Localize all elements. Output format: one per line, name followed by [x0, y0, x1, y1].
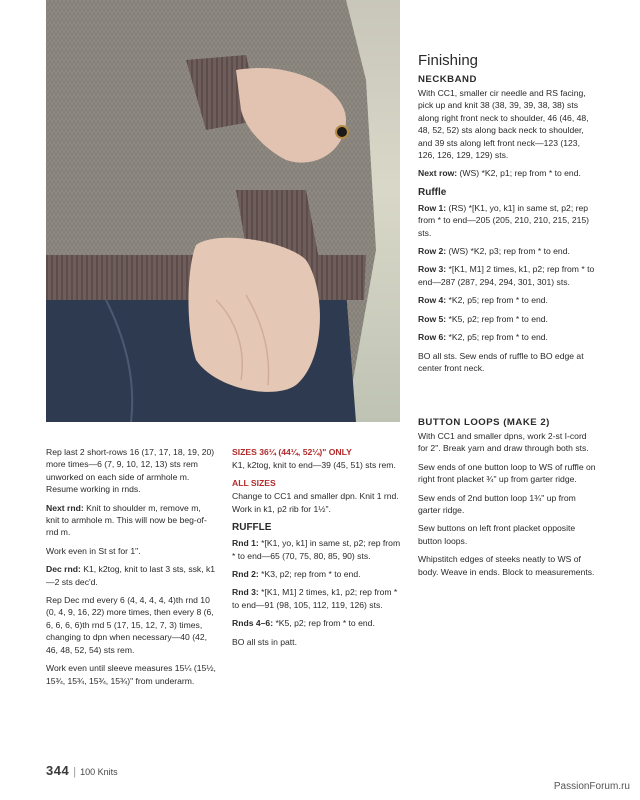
neckband-heading: NECKBAND: [418, 74, 477, 85]
ruffle-rnd: [232, 537, 402, 562]
dec-rnd-text: K1, k2tog, knit to last 3 sts, ssk, k1—2 sts dec'd.: [46, 564, 216, 587]
button-loops-para: With CC1 and smaller dpns, work 2-st I-cord for 2". Break yarn and draw through both sts.: [418, 431, 589, 454]
rnd-text: *K5, p2; rep from * to end.: [273, 618, 375, 629]
all-sizes-text: Change to CC1 and smaller dpn. Knit 1 rnd. Work in k1, p2 rib for 1½".: [232, 491, 399, 514]
rnd-text: *K3, p2; rep from * to end.: [258, 569, 361, 580]
ruffle-rnd: [232, 617, 402, 629]
row-label: Row 2:: [418, 246, 447, 257]
ruffle-row: [418, 331, 596, 343]
dec-rnd-para: [46, 563, 216, 588]
row-text: *K2, p5; rep from * to end.: [446, 332, 548, 343]
row-text: *K5, p2; rep from * to end.: [446, 313, 548, 324]
next-rnd-label: Next rnd:: [46, 502, 84, 513]
footer-separator: |: [73, 766, 77, 778]
dec-rnd-label: Dec rnd:: [46, 564, 81, 575]
next-row-text: (WS) *K2, p1; rep from * to end.: [457, 168, 581, 179]
book-title: 100 Knits: [80, 767, 118, 777]
cuff-instructions: [232, 446, 402, 654]
row-label: Row 1:: [418, 202, 447, 213]
next-rnd-para: [46, 502, 216, 539]
ruffle-heading: Ruffle: [418, 186, 447, 198]
next-row-label: Next row:: [418, 168, 458, 179]
button-loops-para: Sew ends of one button loop to WS of ruffle on right front placket ¾" up from garter ridge.: [418, 461, 596, 485]
row-label: Row 6:: [418, 332, 447, 343]
rnd-label: Rnd 3:: [232, 587, 259, 598]
ruffle-rnd: [232, 586, 402, 611]
sizes-heading: SIZES 36¼ (44¼, 52¼)" ONLY: [232, 447, 352, 457]
ruffle-row: [418, 202, 596, 239]
ruffle-row: [418, 294, 596, 306]
ruffle-rnd: [232, 568, 402, 580]
rnd-text: *[K1, yo, k1] in same st, p2; rep from * to end—65 (70, 75, 80, 85, 90) sts.: [232, 538, 401, 561]
work-even-para: Work even in St st for 1".: [46, 545, 141, 556]
page-number: 344: [46, 763, 70, 778]
button-loops-section: [418, 416, 598, 584]
sizes-text: K1, k2tog, knit to end—39 (45, 51) sts rem.: [232, 460, 396, 470]
rnd-label: Rnd 1:: [232, 538, 259, 549]
row-label: Row 4:: [418, 295, 447, 306]
rep-dec-para: Rep Dec rnd every 6 (4, 4, 4, 4, 4)th rnd 10 (0, 4, 9, 16, 22) more times, then every 8 (6, 6, 6, 6, 6)th rnd 5 (17, 15, 12, 7, 3) times, changing to dpn when necessary—40 (42, 46, 48, 52, 54) sts rem.: [46, 595, 214, 655]
row-text: *[K1, M1] 2 times, k1, p2; rep from * to end—287 (287, 294, 294, 301, 301) sts.: [418, 264, 595, 287]
neckband-next-row: [418, 167, 596, 179]
row-text: (WS) *K2, p3; rep from * to end.: [446, 246, 570, 257]
sleeve-length-para: Work even until sleeve measures 15¼ (15½, 15¾, 15¾, 15¾, 15¾)" from underarm.: [46, 663, 216, 686]
sleeve-instructions: [46, 446, 216, 693]
sweater-illustration: [46, 0, 400, 422]
ruffle-row: [418, 245, 596, 257]
button-loops-para: Sew buttons on left front placket opposite button loops.: [418, 523, 576, 546]
ruffle-row: [418, 263, 596, 288]
short-rows-para: Rep last 2 short-rows 16 (17, 17, 18, 19, 20) more times—6 (7, 9, 10, 12, 13) sts rem unworked on each side of armhole m. Resume working in rnds.: [46, 447, 215, 495]
button-loops-para: Whipstitch edges of steeks neatly to WS of body. Weave in ends. Block to measurements.: [418, 554, 595, 577]
next-rnd-text: Knit to shoulder m, remove m, knit to armhole m. This will now be beg-of-rnd m.: [46, 502, 207, 538]
sweater-photo: [46, 0, 400, 422]
page-footer: [46, 763, 118, 778]
all-sizes-heading: ALL SIZES: [232, 478, 276, 489]
rnd-label: Rnds 4–6:: [232, 618, 274, 629]
button-loops-para: Sew ends of 2nd button loop 1¾" up from garter ridge.: [418, 492, 576, 516]
row-text: *K2, p5; rep from * to end.: [446, 295, 548, 306]
neckband-instructions: With CC1, smaller cir needle and RS facing, pick up and knit 38 (38, 39, 39, 38, 38) sts along right front neck to shoulder, 46 (46, 48, 48, 52, 52) sts along back neck to shoulder, and 39 sts along left front neck—123 (123, 126, 126, 129, 129) sts.: [418, 88, 589, 161]
ruffle-bind-off: BO all sts. Sew ends of ruffle to BO edge at center front neck.: [418, 350, 584, 373]
finishing-section: [418, 52, 596, 380]
cuff-ruffle-heading: RUFFLE: [232, 522, 272, 534]
watermark: PassionForum.ru: [553, 781, 630, 792]
row-label: Row 5:: [418, 313, 447, 324]
row-label: Row 3:: [418, 264, 447, 275]
rnd-text: *[K1, M1] 2 times, k1, p2; rep from * to end—91 (98, 105, 112, 119, 126) sts.: [232, 587, 398, 610]
ruffle-row: [418, 313, 596, 325]
button-loops-heading: BUTTON LOOPS (MAKE 2): [418, 417, 550, 428]
cuff-bind-off: BO all sts in patt.: [232, 636, 297, 647]
rnd-label: Rnd 2:: [232, 569, 259, 580]
finishing-title: Finishing: [418, 52, 479, 69]
row-text: (RS) *[K1, yo, k1] in same st, p2; rep from * to end—205 (205, 210, 210, 215, 215) sts.: [418, 202, 590, 238]
